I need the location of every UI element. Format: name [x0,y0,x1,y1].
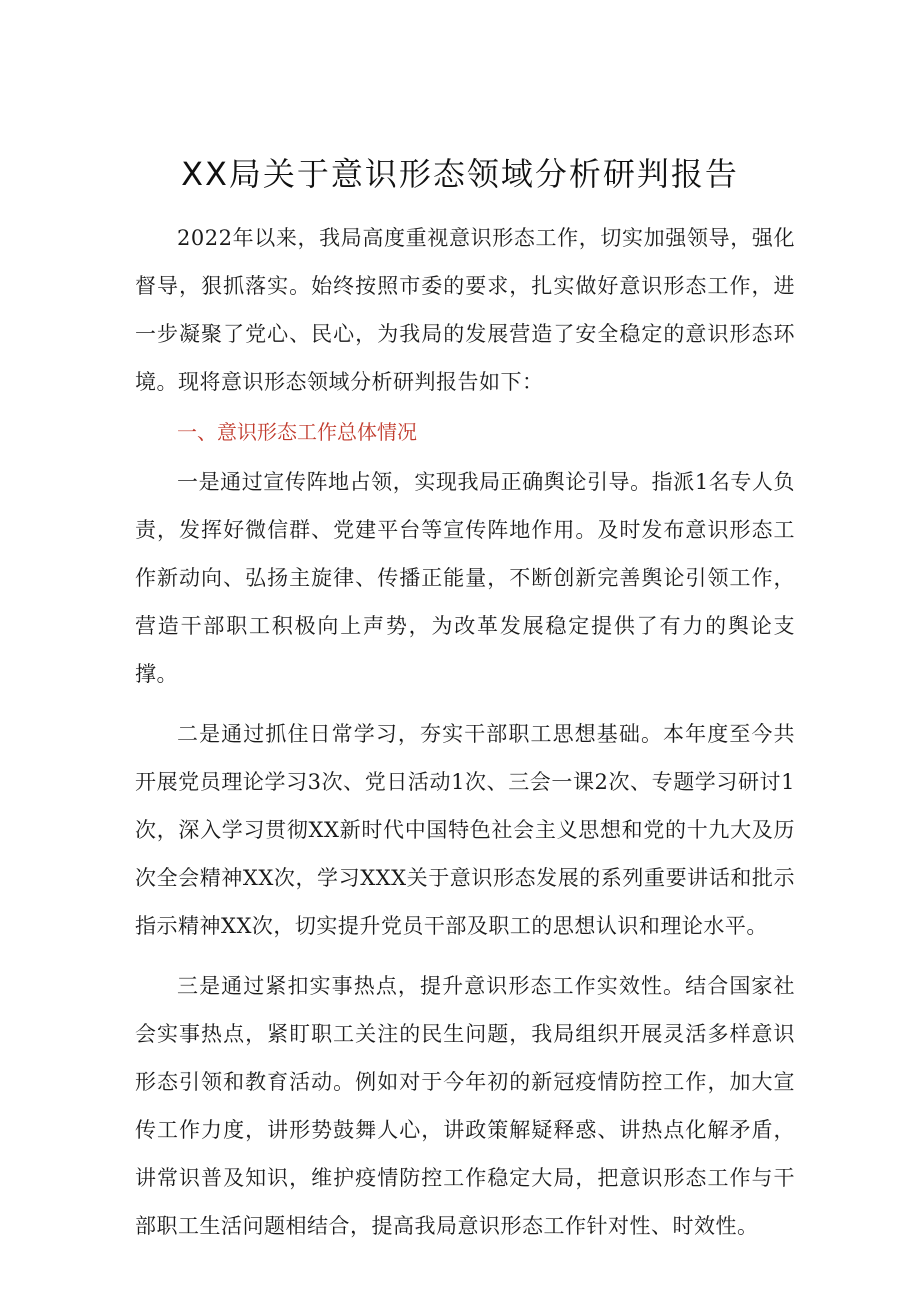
intro-paragraph: 2022年以来，我局高度重视意识形态工作，切实加强领导，强化督导，狠抓落实。始终按照市委的要求，扎实做好意识形态工作，进一步凝聚了党心、民心，为我局的发展营造了安全稳定的意识形态环境。现将意识形态领域分析研判报告如下： [135,226,795,394]
document-title: XX局关于意识形态领域分析研判报告 [181,155,739,193]
document-page [135,0,795,1301]
section-heading-overall: 一、意识形态工作总体情况 [177,420,417,444]
paragraph-propaganda: 一是通过宣传阵地占领，实现我局正确舆论引导。指派1名专人负责，发挥好微信群、党建平台等宣传阵地作用。及时发布意识形态工作新动向、弘扬主旋律、传播正能量，不断创新完善舆论引领工作，营造干部职工积极向上声势，为改革发展稳定提供了有力的舆论支撑。 [135,470,795,686]
paragraph-study: 二是通过抓住日常学习，夯实干部职工思想基础。本年度至今共开展党员理论学习3次、党日活动1次、三会一课2次、专题学习研讨1次，深入学习贯彻XX新时代中国特色社会主义思想和党的十九大及历次全会精神XX次，学习XXX关于意识形态发展的系列重要讲话和批示指示精神XX次，切实提升党员干部及职工的思想认识和理论水平。 [135,722,795,938]
document-body [135,214,795,1250]
paragraph-hotspots: 三是通过紧扣实事热点，提升意识形态工作实效性。结合国家社会实事热点，紧盯职工关注的民生问题，我局组织开展灵活多样意识形态引领和教育活动。例如对于今年初的新冠疫情防控工作，加大宣传工作力度，讲形势鼓舞人心，讲政策解疑释惑、讲热点化解矛盾，讲常识普及知识，维护疫情防控工作稳定大局，把意识形态工作与干部职工生活问题相结合，提高我局意识形态工作针对性、时效性。 [135,974,795,1238]
